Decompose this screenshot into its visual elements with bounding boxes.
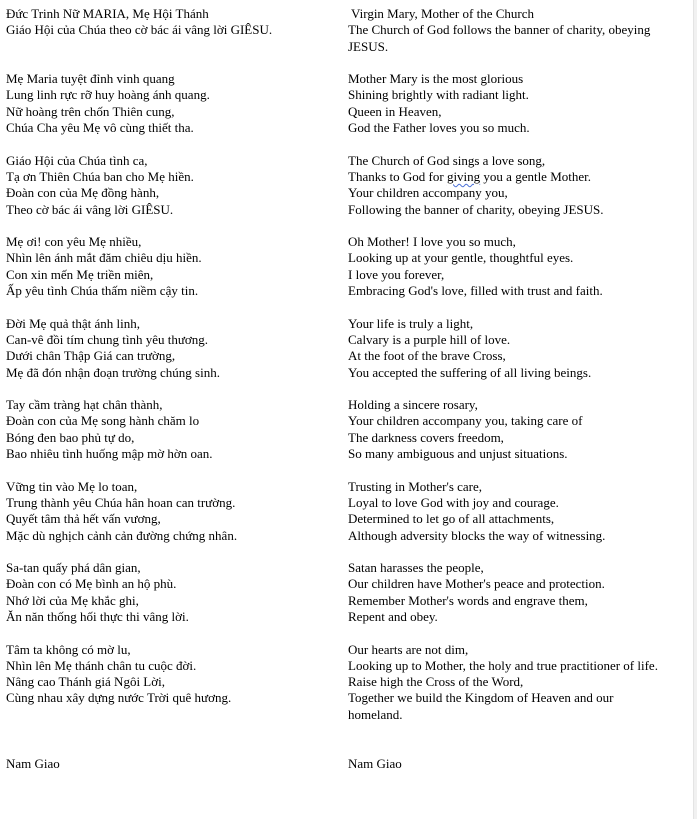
stanza-en-3 — [348, 234, 688, 299]
verse-line: Shining brightly with radiant light. — [348, 87, 529, 103]
verse-line: Nâng cao Thánh giá Ngôi Lời, — [6, 674, 165, 690]
verse-line: Queen in Heaven, — [348, 103, 442, 119]
scrollbar-edge[interactable] — [693, 0, 697, 819]
verse-line: Our hearts are not dim, — [348, 641, 469, 657]
spacer — [6, 723, 336, 756]
verse-line: I love you forever, — [348, 266, 445, 282]
spacer — [348, 381, 688, 397]
verse-line: God the Father loves you so much. — [348, 120, 530, 136]
verse-line: You accepted the suffering of all living beings. — [348, 364, 592, 380]
verse-line: Your children accompany you, — [348, 185, 508, 201]
verse-line: Our children have Mother's peace and protection. — [348, 576, 605, 592]
spacer — [348, 299, 688, 315]
verse-line: Ấp yêu tình Chúa thấm niềm cậy tin. — [6, 283, 199, 299]
verse-line: Lung linh rực rỡ huy hoàng ánh quang. — [6, 87, 210, 103]
verse-line: Sa-tan quấy phá dân gian, — [6, 560, 141, 576]
author-signature-en: Nam Giao — [348, 755, 402, 771]
verse-line: So many ambiguous and unjust situations. — [348, 446, 568, 462]
spacer — [348, 218, 688, 234]
verse-line: Looking up to Mother, the holy and true practitioner of life. — [348, 657, 658, 673]
verse-line: Loyal to love God with joy and courage. — [348, 494, 559, 510]
verse-line: Nhìn lên Mẹ thánh chân tu cuộc đời. — [6, 657, 197, 673]
verse-line: Đoàn con của Mẹ song hành chăm lo — [6, 413, 200, 429]
verse-line: Mẹ đã đón nhận đoạn trường chúng sinh. — [6, 364, 220, 380]
verse-line: Theo cờ bác ái vâng lời GIÊSU. — [6, 201, 174, 217]
verse-line: Your life is truly a light, — [348, 315, 474, 331]
grammar-check-underline[interactable]: giving — [446, 168, 481, 184]
spacer — [6, 39, 336, 72]
spacer — [6, 136, 336, 152]
stanza-vi-2 — [6, 153, 336, 218]
verse-line: homeland. — [348, 706, 403, 722]
verse-line: Cùng nhau xây dựng nước Trời quê hương. — [6, 690, 232, 706]
verse-line: Holding a sincere rosary, — [348, 397, 478, 413]
verse-line: Tâm ta không có mờ lu, — [6, 641, 131, 657]
poem-title-vi: Đức Trinh Nữ MARIA, Mẹ Hội Thánh — [6, 6, 209, 21]
spacer — [348, 136, 688, 152]
verse-line: Satan harasses the people, — [348, 560, 484, 576]
stanza-vi-8 — [6, 642, 336, 707]
spacer — [348, 544, 688, 560]
poem-subtitle-vi: Giáo Hội của Chúa theo cờ bác ái vâng lời GIÊSU. — [6, 22, 273, 38]
stanza-en-7 — [348, 560, 688, 625]
verse-line: Your children accompany you, taking care of — [348, 413, 583, 429]
poem-subtitle-en: The Church of God follows the banner of charity, obeying — [348, 22, 651, 38]
stanza-vi-6 — [6, 479, 336, 544]
verse-line: Đoàn con có Mẹ bình an hộ phù. — [6, 576, 177, 592]
verse-line: At the foot of the brave Cross, — [348, 348, 506, 364]
stanza-en-2 — [348, 153, 688, 218]
stanza-en-8 — [348, 642, 688, 723]
verse-line: Đời Mẹ quả thật ánh linh, — [6, 315, 140, 331]
verse-line — [348, 169, 688, 185]
spacer — [6, 299, 336, 315]
verse-line: Quyết tâm thả hết vấn vương, — [6, 511, 161, 527]
author-signature-vi: Nam Giao — [6, 755, 60, 771]
spacer — [348, 625, 688, 641]
verse-line: Raise high the Cross of the Word, — [348, 674, 524, 690]
verse-fragment: you a gentle Mother. — [480, 168, 592, 184]
poem-subtitle-en-cont: JESUS. — [348, 38, 389, 54]
verse-line: Giáo Hội của Chúa tình ca, — [6, 152, 148, 168]
poem-title-en: Virgin Mary, Mother of the Church — [351, 6, 534, 21]
verse-line: Looking up at your gentle, thoughtful eyes. — [348, 250, 574, 266]
spacer — [6, 625, 336, 641]
verse-line: The Church of God sings a love song, — [348, 152, 546, 168]
verse-line: Mẹ ơi! con yêu Mẹ nhiều, — [6, 234, 142, 250]
spacer — [348, 723, 688, 756]
spacer — [6, 544, 336, 560]
verse-line: Bao nhiêu tình huống mập mờ hờn oan. — [6, 446, 213, 462]
verse-line: Calvary is a purple hill of love. — [348, 331, 511, 347]
verse-line: Con xin mến Mẹ triền miên, — [6, 266, 154, 282]
verse-line: Nhìn lên ánh mắt đăm chiêu dịu hiền. — [6, 250, 202, 266]
spacer — [348, 55, 688, 71]
vietnamese-poem-column — [6, 6, 336, 772]
verse-line: Bóng đen bao phủ tự do, — [6, 429, 135, 445]
verse-line: Tay cầm tràng hạt chân thành, — [6, 397, 163, 413]
stanza-vi-7 — [6, 560, 336, 625]
verse-line: Together we build the Kingdom of Heaven and our — [348, 690, 614, 706]
stanza-en-4 — [348, 316, 688, 381]
verse-line: Mẹ Maria tuyệt đỉnh vinh quang — [6, 71, 175, 87]
spacer — [6, 381, 336, 397]
verse-line: Trung thành yêu Chúa hân hoan can trường. — [6, 494, 236, 510]
stanza-en-6 — [348, 479, 688, 544]
verse-line: Mother Mary is the most glorious — [348, 71, 524, 87]
spacer — [348, 462, 688, 478]
verse-line: Oh Mother! I love you so much, — [348, 234, 516, 250]
stanza-vi-4 — [6, 316, 336, 381]
verse-fragment: Thanks to God for — [348, 168, 447, 184]
verse-line: The darkness covers freedom, — [348, 429, 504, 445]
english-poem-column — [348, 6, 688, 772]
spacer — [6, 218, 336, 234]
verse-line: Chúa Cha yêu Mẹ vô cùng thiết tha. — [6, 120, 194, 136]
verse-line: Ăn năn thống hối thực thi vâng lời. — [6, 608, 189, 624]
verse-line: Nữ hoàng trên chốn Thiên cung, — [6, 103, 175, 119]
stanza-vi-5 — [6, 397, 336, 462]
spacer — [6, 707, 336, 723]
verse-line: Repent and obey. — [348, 608, 438, 624]
verse-line: Vững tin vào Mẹ lo toan, — [6, 478, 138, 494]
stanza-en-5 — [348, 397, 688, 462]
verse-line: Tạ ơn Thiên Chúa ban cho Mẹ hiền. — [6, 168, 194, 184]
verse-line: Mặc dù nghịch cảnh cản đường chứng nhân. — [6, 527, 238, 543]
verse-line: Embracing God's love, filled with trust and faith. — [348, 283, 603, 299]
stanza-en-1 — [348, 71, 688, 136]
verse-line: Can-vê đồi tím chung tình yêu thương. — [6, 331, 209, 347]
stanza-vi-3 — [6, 234, 336, 299]
verse-line: Nhớ lời của Mẹ khắc ghi, — [6, 592, 139, 608]
verse-line: Following the banner of charity, obeying JESUS. — [348, 201, 604, 217]
verse-line: Determined to let go of all attachments, — [348, 511, 555, 527]
verse-line: Although adversity blocks the way of witnessing. — [348, 527, 606, 543]
verse-line: Trusting in Mother's care, — [348, 478, 483, 494]
spacer — [6, 462, 336, 478]
stanza-vi-1 — [6, 71, 336, 136]
verse-line: Đoàn con của Mẹ đồng hành, — [6, 185, 160, 201]
verse-line: Dưới chân Thập Giá can trường, — [6, 348, 176, 364]
verse-line: Remember Mother's words and engrave them, — [348, 592, 588, 608]
